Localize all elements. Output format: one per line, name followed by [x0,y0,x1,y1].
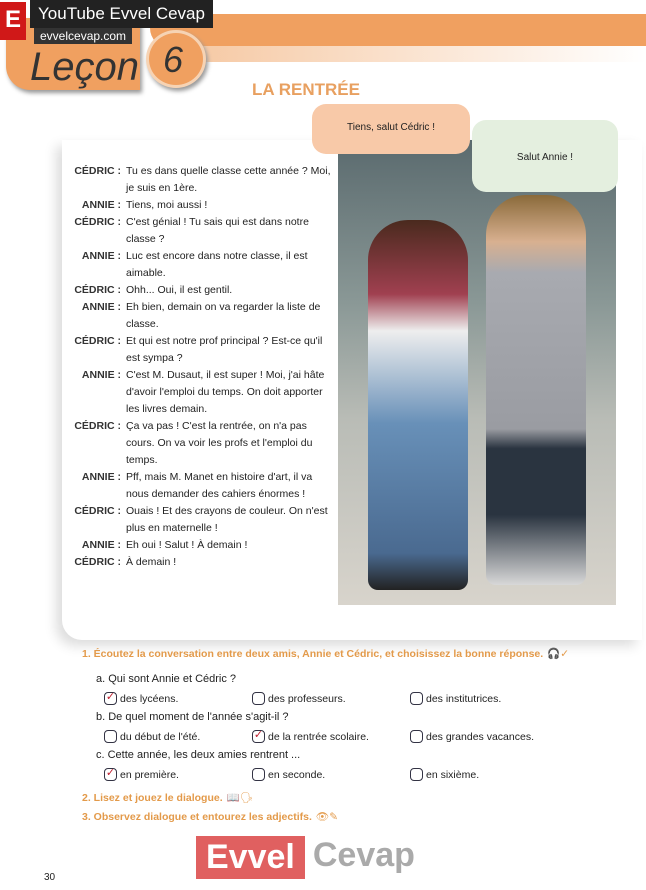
page-number: 30 [44,872,56,883]
line-text: Eh oui ! Salut ! À demain ! [126,539,248,551]
line-text: Ouais ! Et des crayons de couleur. On n'est plus en maternelle ! [126,505,328,534]
exercise-1-line [82,647,569,660]
line-text: C'est génial ! Tu sais qui est dans notre classe ? [126,216,309,245]
speech-bubble-annie: Tiens, salut Cédric ! [312,104,470,154]
exercise-2: 2. Lisez et jouez le dialogue. [82,791,223,804]
option-label: des professeurs. [268,692,346,705]
speaker: ANNIE : [81,539,121,551]
checkbox-icon[interactable] [410,730,423,743]
question: c. Cette année, les deux amies rentrent ... [96,749,301,761]
dialog-line [70,333,336,367]
speaker: ANNIE : [81,301,121,313]
checkbox-icon[interactable] [252,692,265,705]
eye-pencil-icon: 👁✎ [315,811,339,823]
watermark-footer [196,836,423,879]
lesson-number-text: 6 [163,39,184,80]
dialog-line [70,282,336,299]
dialog-line [70,469,336,503]
speaker: CÉDRIC : [74,335,121,347]
exercise-3: 3. Observez dialogue et entourez les adjectifs. [82,810,312,823]
option-label: des grandes vacances. [426,730,534,743]
option-label: en seconde. [268,768,326,781]
dialog [70,163,336,571]
line-text: Tiens, moi aussi ! [126,199,208,211]
dialog-line [70,418,336,469]
answer-option[interactable] [410,730,534,743]
answer-option[interactable] [104,692,178,705]
watermark-title: YouTube Evvel Cevap [30,0,213,28]
question: b. De quel moment de l'année s'agit-il ? [96,711,289,723]
speaker: CÉDRIC : [74,284,121,296]
speaker: CÉDRIC : [74,165,121,177]
line-text: Et qui est notre prof principal ? Est-ce qu'il est sympa ? [126,335,323,364]
speaker: ANNIE : [81,471,121,483]
speaker: CÉDRIC : [74,420,121,432]
answer-option[interactable] [410,692,501,705]
line-text: Ohh... Oui, il est gentil. [126,284,233,296]
dialog-line [70,163,336,197]
line-text: C'est M. Dusaut, il est super ! Moi, j'ai hâte d'avoir l'emploi du temps. On doit apporter les livres demain. [126,369,325,415]
checkbox-icon[interactable] [252,768,265,781]
option-label: en première. [120,768,179,781]
headphones-check-icon: 🎧✓ [547,648,570,660]
line-text: Eh bien, demain on va regarder la liste de classe. [126,301,321,330]
answer-option[interactable] [252,768,325,781]
checkbox-icon[interactable] [104,730,117,743]
page-title: LA RENTRÉE [252,80,360,99]
speaker: ANNIE : [81,199,121,211]
option-label: de la rentrée scolaire. [268,730,369,743]
lesson-text: Leçon [30,45,139,89]
checked-checkbox-icon[interactable]: ✓ [253,729,264,741]
exercise-2-line [82,791,253,804]
speaker: CÉDRIC : [74,505,121,517]
boy-figure [486,195,586,585]
line-text: Luc est encore dans notre classe, il est aimable. [126,250,308,279]
watermark-site: evvelcevap.com [34,28,132,44]
answer-option[interactable] [104,730,200,743]
dialog-line [70,554,336,571]
speaker: CÉDRIC : [74,556,121,568]
answer-option[interactable] [252,692,346,705]
dialog-line [70,503,336,537]
dialog-line [70,537,336,554]
footer-a: Evvel [196,836,305,879]
option-label: des institutrices. [426,692,502,705]
lesson-number [146,30,206,88]
dialog-line [70,248,336,282]
checked-checkbox-icon[interactable]: ✓ [105,767,116,779]
line-text: Ça va pas ! C'est la rentrée, on n'a pas cours. On va voir les profs et l'emploi du temps. [126,420,313,466]
dialog-line [70,197,336,214]
line-text: Pff, mais M. Manet en histoire d'art, il va nous demander des cahiers énormes ! [126,471,313,500]
dialog-line [70,299,336,333]
speech-bubble-cedric: Salut Annie ! [472,120,618,192]
speaker: CÉDRIC : [74,216,121,228]
students-photo [338,140,616,605]
dialog-line [70,214,336,248]
answer-option[interactable] [104,768,179,781]
header-band-fade [190,46,646,62]
question: a. Qui sont Annie et Cédric ? [96,673,237,685]
option-label: du début de l'été. [120,730,201,743]
read-speak-icon: 📖🗣 [226,792,254,804]
dialog-line [70,367,336,418]
exercise-3-line [82,810,338,823]
answer-option[interactable] [252,730,369,743]
exercise-1: 1. Écoutez la conversation entre deux amis, Annie et Cédric, et choisissez la bonne réponse. [82,647,544,660]
answer-option[interactable] [410,768,479,781]
speaker: ANNIE : [81,250,121,262]
option-label: des lycéens. [120,692,179,705]
checkbox-icon[interactable] [410,692,423,705]
header-band [150,14,646,48]
girl-figure [368,220,468,590]
checked-checkbox-icon[interactable]: ✓ [105,691,116,703]
checkbox-icon[interactable] [410,768,423,781]
option-label: en sixième. [426,768,480,781]
line-text: À demain ! [126,556,177,568]
footer-b: Cevap [312,836,415,874]
watermark-logo: E [0,2,26,40]
line-text: Tu es dans quelle classe cette année ? Moi, je suis en 1ère. [126,165,331,194]
speaker: ANNIE : [81,369,121,381]
